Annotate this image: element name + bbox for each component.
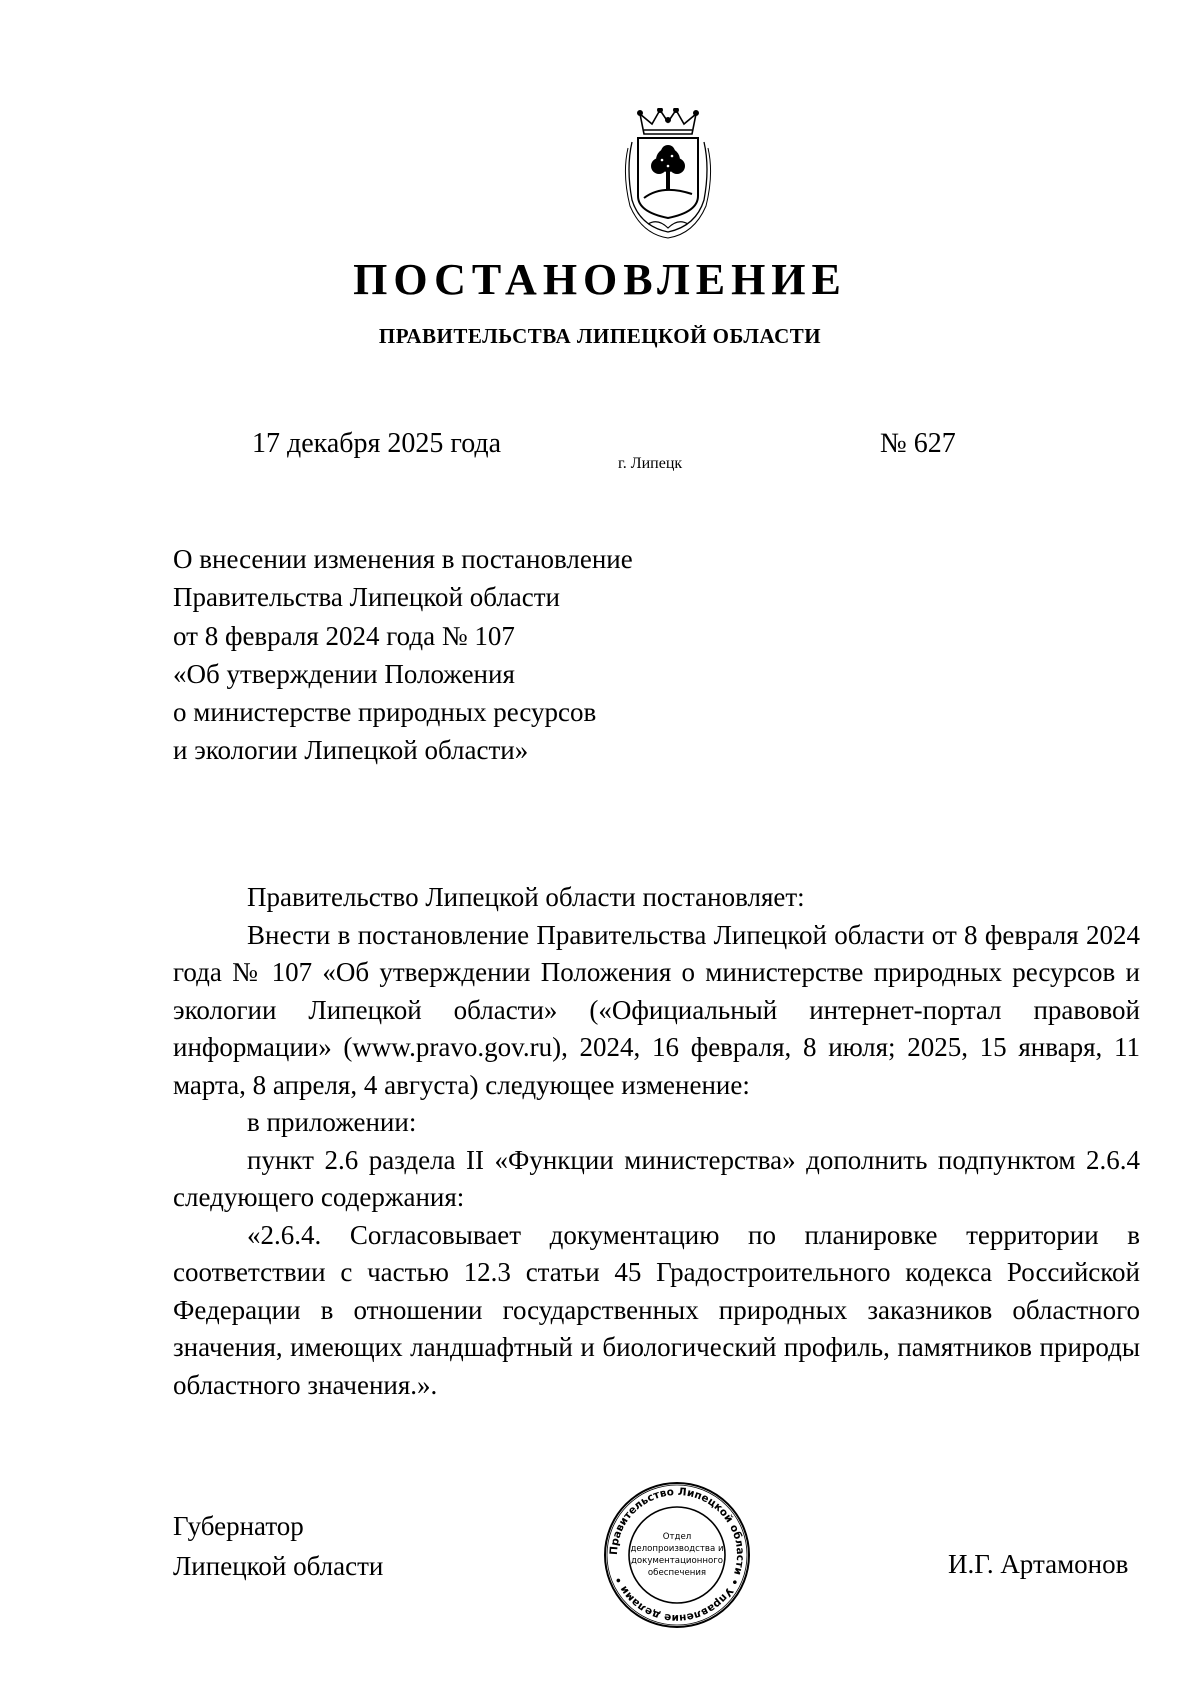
subject-line: о министерстве природных ресурсов xyxy=(173,697,597,728)
signatory-name: И.Г. Артамонов xyxy=(948,1549,1129,1579)
document-subject xyxy=(173,540,733,770)
body-paragraph: пункт 2.6 раздела II «Функции министерства» дополнить подпунктом 2.6.4 следующего содержания: xyxy=(173,1144,1140,1212)
body-paragraph: Внести в постановление Правительства Липецкой области от 8 февраля 2024 года № 107 «Об утверждении Положения о министерстве природных ресурсов и экологии Липецкой области» («Официальный интернет-портал правовой информации» (www.pravo.gov.ru), 2024, 16 февраля, 8 июля; 2025, 15 января, 11 марта, 8 апреля, 4 августа) следующее изменение: xyxy=(173,919,1140,1100)
body-paragraph: Правительство Липецкой области постановляет: xyxy=(247,882,805,912)
stamp-center-line: делопроизводства и xyxy=(630,1544,724,1554)
body-paragraph: в приложении: xyxy=(247,1107,417,1137)
stamp-ring-text: Правительство Липецкой области • Управление делами • xyxy=(607,1485,747,1625)
signatory-position-line: Липецкой области xyxy=(173,1551,384,1581)
signatory-position-line: Губернатор xyxy=(173,1511,304,1541)
stamp-center-line: Отдел xyxy=(662,1532,692,1542)
body-paragraph: «2.6.4. Согласовывает документацию по планировке территории в соответствии с частью 12.3 статьи 45 Градостроительного кодекса Российской Федерации в отношении государственных природных заказников областного значения, имеющих ландшафтный и биологический профиль, памятников природы областного значения.». xyxy=(173,1219,1140,1400)
subject-line: «Об утверждении Положения xyxy=(173,658,515,689)
issuer-name: ПРАВИТЕЛЬСТВА ЛИПЕЦКОЙ ОБЛАСТИ xyxy=(378,324,822,348)
subject-line: от 8 февраля 2024 года № 107 xyxy=(173,620,515,651)
stamp-center-line: обеспечения xyxy=(647,1568,707,1578)
document-city: г. Липецк xyxy=(618,455,683,472)
stamp-center-line: документационного xyxy=(630,1556,724,1566)
subject-line: О внесении изменения в постановление xyxy=(173,544,633,574)
subject-line: Правительства Липецкой области xyxy=(173,582,561,613)
document-number: № 627 xyxy=(880,428,956,459)
document-date: 17 декабря 2025 года xyxy=(252,428,502,459)
document-body xyxy=(173,879,1140,1404)
official-stamp-icon xyxy=(603,1481,751,1629)
subject-line: и экологии Липецкой области» xyxy=(173,735,529,766)
signatory-position xyxy=(173,1506,383,1586)
document-type-title: ПОСТАНОВЛЕНИЕ xyxy=(353,255,847,304)
coat-of-arms-icon xyxy=(622,108,714,240)
